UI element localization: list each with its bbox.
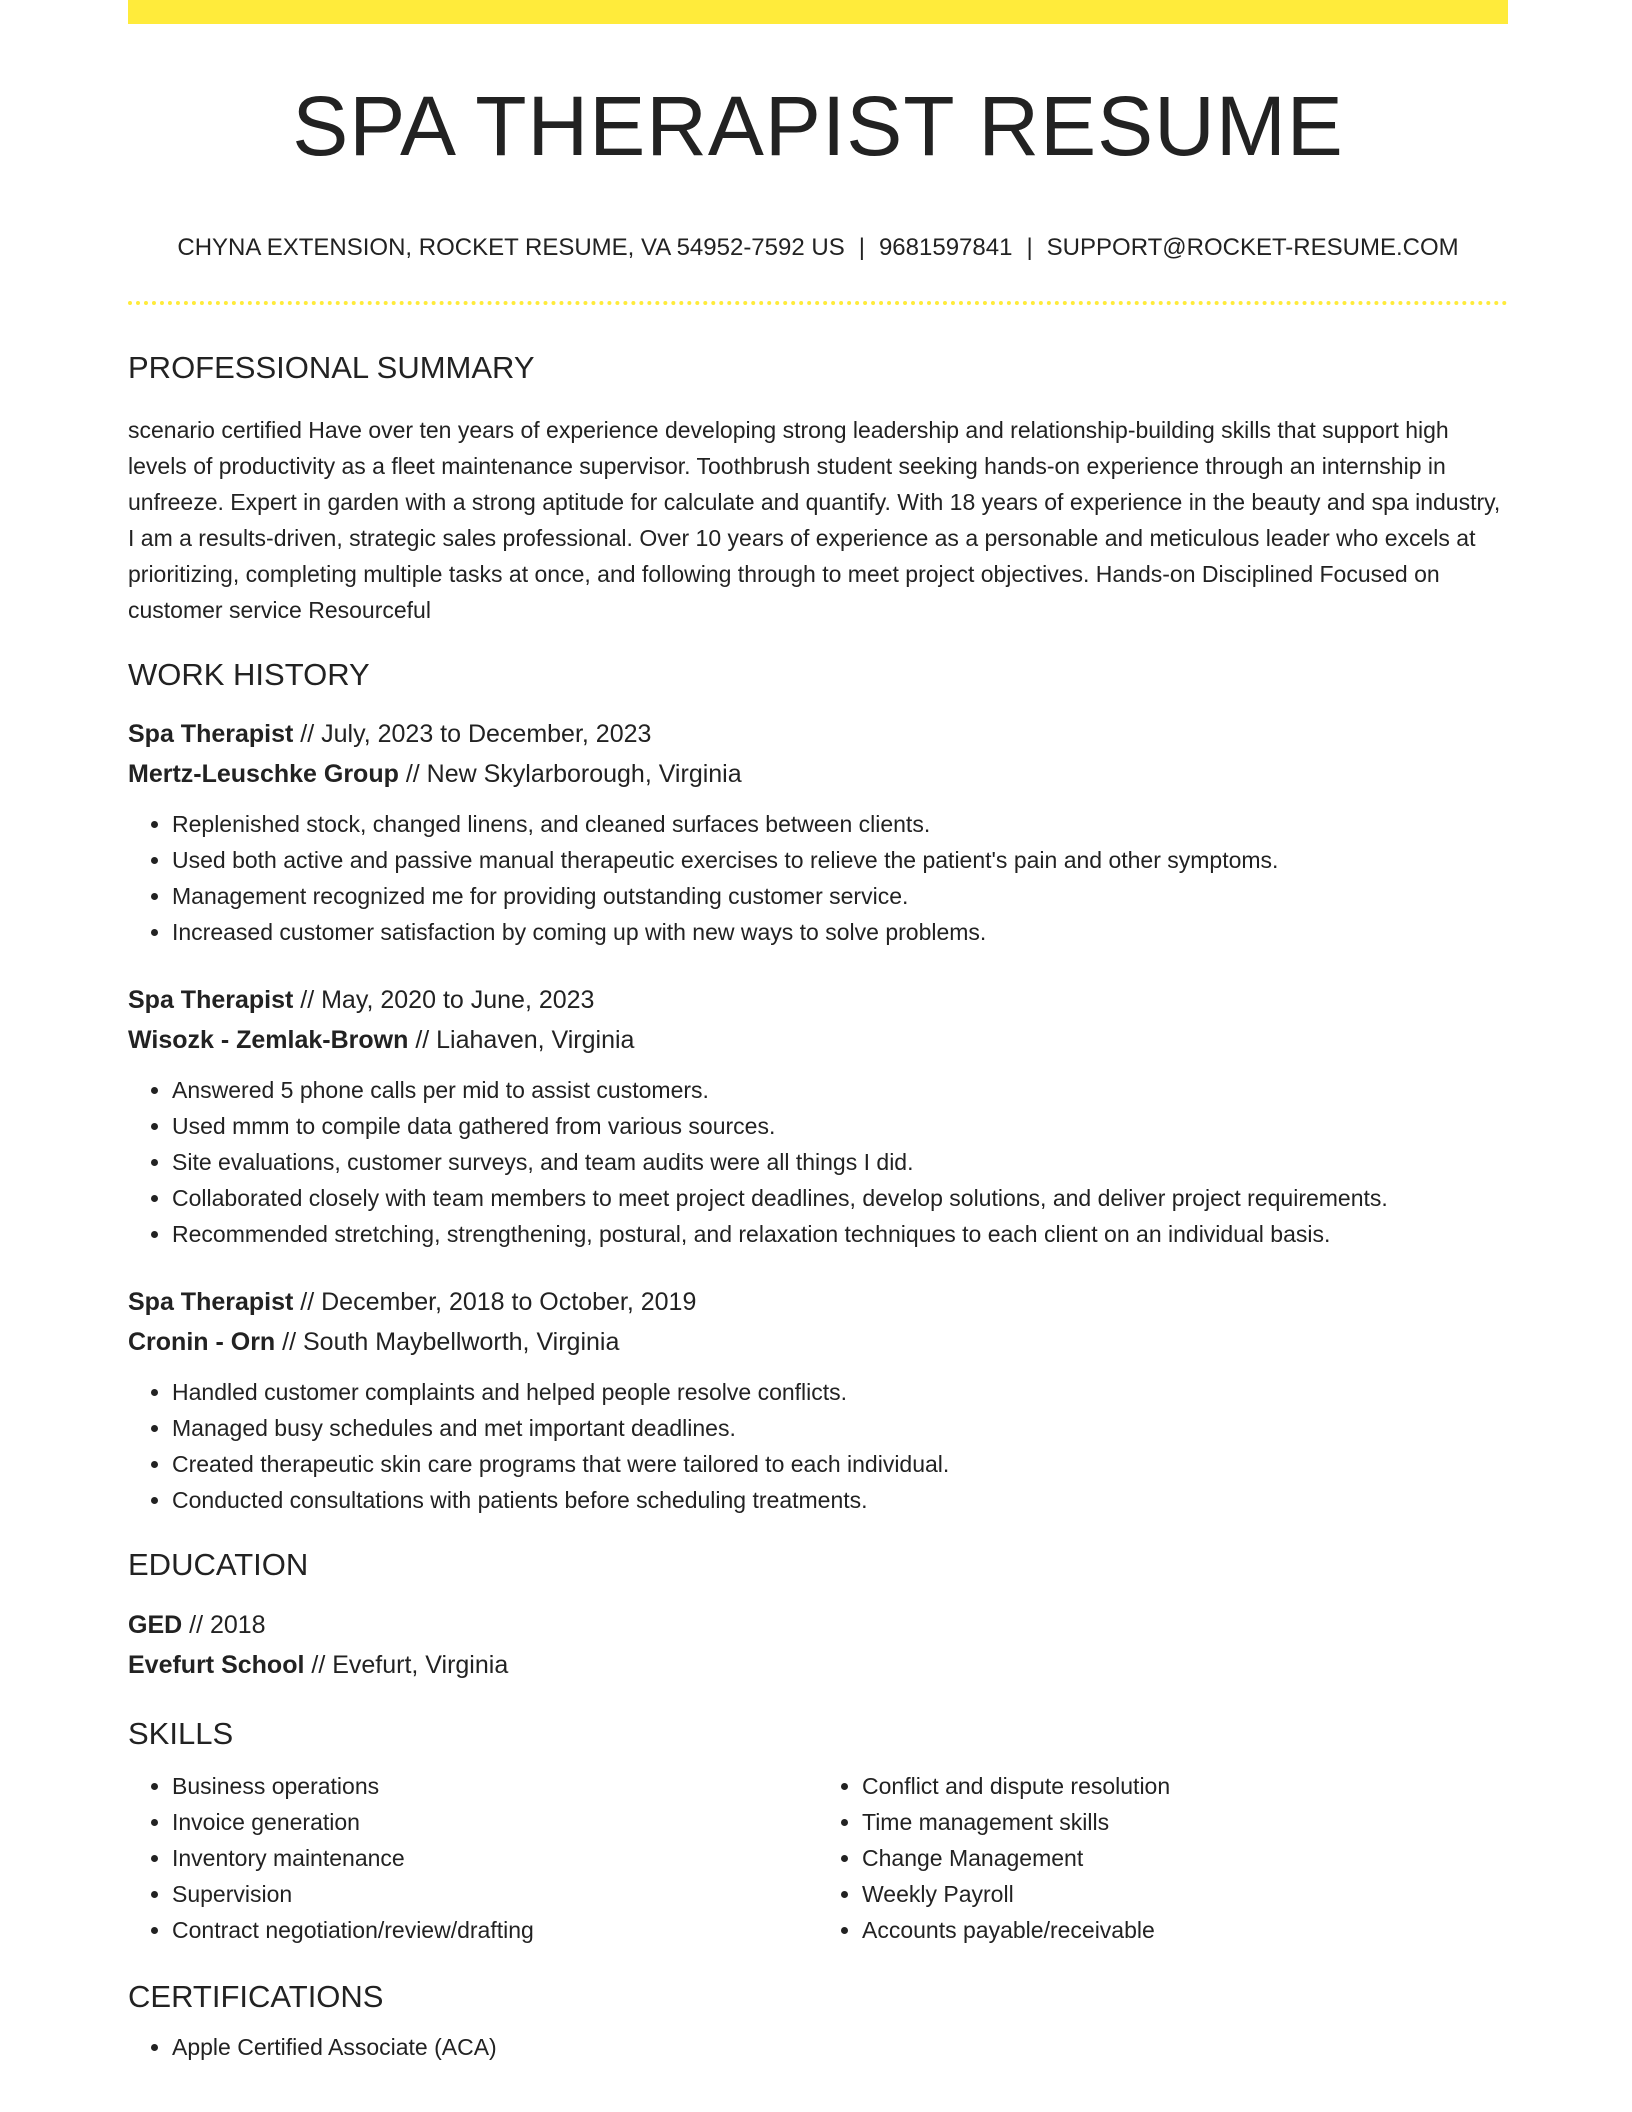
certifications-section (128, 1978, 1508, 2065)
school-name: Evefurt School (128, 1650, 305, 1679)
job-location: // South Maybellworth, Virginia (275, 1327, 620, 1356)
list-item: • Handled customer complaints and helped people resolve conflicts. (172, 1374, 1508, 1410)
job-entry (128, 1282, 1508, 1518)
skills-heading: SKILLS (128, 1715, 234, 1751)
list-item: • Replenished stock, changed linens, and cleaned surfaces between clients. (172, 806, 1508, 842)
job-company-line (128, 754, 1508, 794)
list-item: • Site evaluations, customer surveys, and team audits were all things I did. (172, 1144, 1508, 1180)
job-company-line (128, 1020, 1508, 1060)
skills-left-list (128, 1768, 818, 1948)
skill-item: • Conflict and dispute resolution (862, 1768, 1508, 1804)
list-item: • Management recognized me for providing outstanding customer service. (172, 878, 1508, 914)
certifications-list (128, 2029, 1508, 2065)
list-item: • Recommended stretching, strengthening, postural, and relaxation techniques to each client on an individual basis. (172, 1216, 1508, 1252)
dotted-divider (128, 301, 1508, 305)
certification-item: • Apple Certified Associate (ACA) (172, 2029, 1508, 2065)
job-title-line (128, 980, 1508, 1020)
contact-phone: 9681597841 (878, 234, 1013, 262)
list-item: • Answered 5 phone calls per mid to assist customers. (172, 1072, 1508, 1108)
list-item: • Used mmm to compile data gathered from various sources. (172, 1108, 1508, 1144)
degree: GED (128, 1610, 183, 1639)
job-bullets (128, 806, 1508, 950)
skill-item: • Contract negotiation/review/drafting (172, 1912, 818, 1948)
job-location: // Liahaven, Virginia (408, 1025, 635, 1054)
school-location: // Evefurt, Virginia (304, 1650, 509, 1679)
summary-text: scenario certified Have over ten years of experience developing strong leadership and relationship-building skills that support high levels of productivity as a fleet maintenance supervisor. Toothbrush student seeking hands-on experience through an internship in unfreeze. Expert in garden with a strong aptitude for calculate and quantify. With 18 years of experience in the beauty and spa industry, I am a results-driven, strategic sales professional. Over 10 years of experience as a personable and meticulous leader who excels at prioritizing, completing multiple tasks at once, and following through to meet project objectives. Hands-on Disciplined Focused on customer service Resourceful (128, 417, 1501, 624)
job-dates: // December, 2018 to October, 2019 (293, 1287, 697, 1316)
job-entry (128, 714, 1508, 950)
job-bullets (128, 1374, 1508, 1518)
page-title: SPA THERAPIST RESUME (292, 79, 1344, 173)
job-title: Spa Therapist (128, 985, 294, 1014)
degree-line (128, 1605, 1508, 1645)
contact-email: SUPPORT@ROCKET-RESUME.COM (1046, 234, 1459, 262)
job-dates: // July, 2023 to December, 2023 (293, 719, 652, 748)
skill-item: • Change Management (862, 1840, 1508, 1876)
skill-item: • Time management skills (862, 1804, 1508, 1840)
job-title: Spa Therapist (128, 1287, 294, 1316)
skills-right-list (818, 1768, 1508, 1948)
work-history-heading: WORK HISTORY (128, 657, 370, 693)
contact-separator: | (1026, 234, 1033, 262)
work-history-section (128, 656, 1508, 1517)
list-item: • Collaborated closely with team members to meet project deadlines, develop solutions, and deliver project requirements. (172, 1180, 1508, 1216)
skill-item: • Weekly Payroll (862, 1876, 1508, 1912)
list-item: • Increased customer satisfaction by coming up with new ways to solve problems. (172, 914, 1508, 950)
skill-item: • Inventory maintenance (172, 1840, 818, 1876)
job-title-line (128, 1282, 1508, 1322)
list-item: • Created therapeutic skin care programs that were tailored to each individual. (172, 1446, 1508, 1482)
skills-columns (128, 1768, 1508, 1948)
job-dates: // May, 2020 to June, 2023 (293, 985, 595, 1014)
education-entry (128, 1605, 1508, 1685)
education-heading: EDUCATION (128, 1546, 309, 1582)
accent-top-bar (128, 0, 1508, 24)
degree-year: // 2018 (182, 1610, 266, 1639)
job-bullets (128, 1072, 1508, 1252)
contact-address: CHYNA EXTENSION, ROCKET RESUME, VA 54952-7592 US (177, 234, 845, 262)
contact-line (128, 234, 1508, 263)
job-title-line (128, 714, 1508, 754)
summary-heading: PROFESSIONAL SUMMARY (128, 350, 535, 386)
skill-item: • Accounts payable/receivable (862, 1912, 1508, 1948)
list-item: • Used both active and passive manual therapeutic exercises to relieve the patient's pain and other symptoms. (172, 842, 1508, 878)
summary-section (128, 349, 1508, 628)
list-item: • Managed busy schedules and met important deadlines. (172, 1410, 1508, 1446)
skills-section (128, 1715, 1508, 1948)
contact-separator: | (858, 234, 865, 262)
job-entry (128, 980, 1508, 1252)
skill-item: • Supervision (172, 1876, 818, 1912)
certifications-heading: CERTIFICATIONS (128, 1978, 384, 2014)
resume-content (128, 0, 1508, 2065)
list-item: • Conducted consultations with patients before scheduling treatments. (172, 1482, 1508, 1518)
skill-item: • Invoice generation (172, 1804, 818, 1840)
job-company: Mertz-Leuschke Group (128, 759, 399, 788)
skill-item: • Business operations (172, 1768, 818, 1804)
job-company: Cronin - Orn (128, 1327, 276, 1356)
job-company: Wisozk - Zemlak-Brown (128, 1025, 409, 1054)
job-location: // New Skylarborough, Virginia (398, 759, 742, 788)
job-company-line (128, 1322, 1508, 1362)
school-line (128, 1645, 1508, 1685)
education-section (128, 1546, 1508, 1685)
job-title: Spa Therapist (128, 719, 294, 748)
